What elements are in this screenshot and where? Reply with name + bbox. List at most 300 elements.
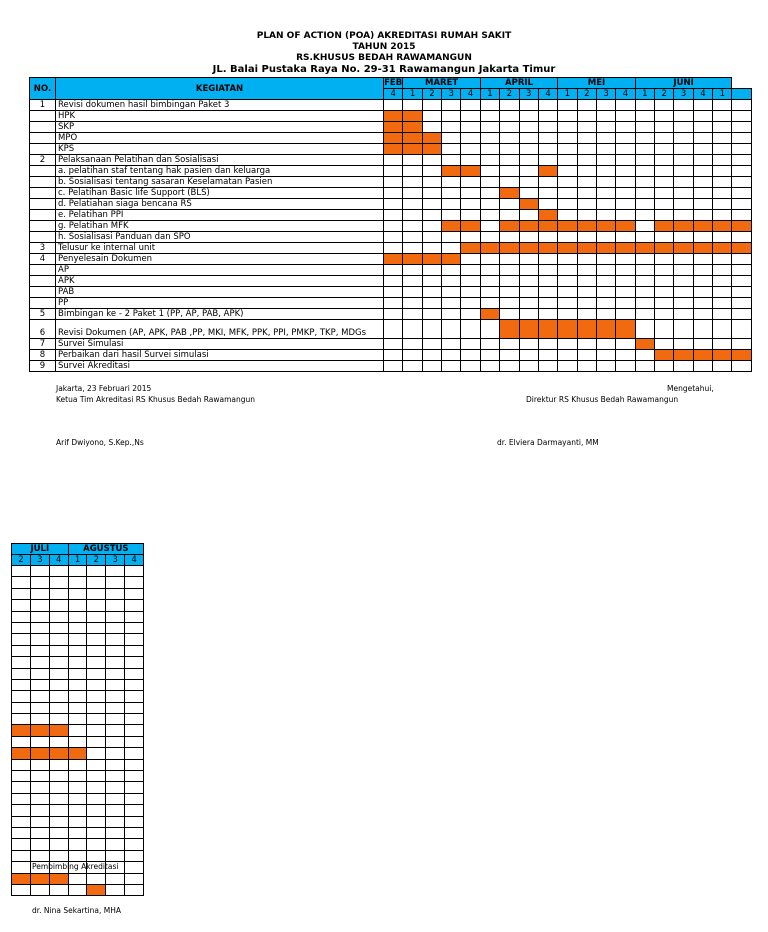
gantt-cell [87,588,106,599]
table-row [30,309,752,320]
gantt-cell [538,361,557,372]
gantt-cell [49,645,68,656]
gantt-cell [577,339,596,350]
gantt-cell [125,850,144,861]
table-row [30,199,752,210]
gantt-cell [461,188,480,199]
gantt-cell [106,622,125,633]
gantt-cell [12,850,31,861]
gantt-cell [12,771,31,782]
gantt-cell [674,265,693,276]
gantt-cell [87,827,106,838]
gantt-cell [422,320,441,339]
gantt-cell [596,339,615,350]
gantt-cell [500,177,519,188]
gantt-cell [461,287,480,298]
gantt-cell [125,566,144,577]
gantt-cell [422,177,441,188]
table-row [12,782,144,793]
gantt-cell [49,657,68,668]
gantt-cell [125,679,144,690]
gantt-cell [616,144,635,155]
gantt-cell [693,276,712,287]
gantt-cell [713,254,732,265]
gantt-cell [655,287,674,298]
gantt-bar-cell [403,254,422,265]
gantt-bar-cell [384,133,403,144]
gantt-cell [384,287,403,298]
gantt-cell [500,298,519,309]
gantt-cell [12,816,31,827]
week-header: 2 [12,555,31,566]
gantt-cell [125,622,144,633]
gantt-cell [500,166,519,177]
gantt-cell [125,884,144,895]
gantt-cell [538,339,557,350]
row-activity: Telusur ke internal unit [56,243,384,254]
gantt-cell [403,166,422,177]
gantt-cell [12,759,31,770]
gantt-cell [713,309,732,320]
row-activity: Revisi Dokumen (AP, APK, PAB ,PP, MKI, MFK, PPK, PPI, PMKP, TKP, MDGs [56,320,384,339]
gantt-cell [732,232,751,243]
gantt-cell [596,287,615,298]
gantt-cell [403,309,422,320]
gantt-cell [442,188,461,199]
gantt-cell [87,668,106,679]
gantt-cell [422,298,441,309]
week-header: 4 [693,89,712,100]
table-row [30,339,752,350]
gantt-cell [125,759,144,770]
gantt-cell [87,873,106,884]
gantt-cell [87,793,106,804]
gantt-cell [49,805,68,816]
table-row [12,577,144,588]
gantt-cell [616,177,635,188]
gantt-cell [422,199,441,210]
gantt-cell [674,177,693,188]
col-no-header: NO. [30,78,56,100]
gantt-cell [30,771,49,782]
gantt-cell [422,232,441,243]
gantt-cell [106,691,125,702]
gantt-bar-cell [422,133,441,144]
gantt-cell [500,144,519,155]
gantt-bar-cell [519,243,538,254]
week-header: 4 [49,555,68,566]
gantt-cell [713,320,732,339]
table-row [30,122,752,133]
gantt-cell [30,645,49,656]
table-row [12,588,144,599]
gantt-cell [635,350,654,361]
table-row [12,839,144,850]
gantt-cell [442,361,461,372]
gantt-cell [674,144,693,155]
table-row [12,714,144,725]
gantt-cell [125,839,144,850]
gantt-cell [125,588,144,599]
gantt-cell [577,199,596,210]
gantt-cell [596,265,615,276]
gantt-bar-cell [500,243,519,254]
gantt-cell [442,133,461,144]
row-activity: SKP [56,122,384,133]
gantt-cell [635,298,654,309]
gantt-bar-cell [693,243,712,254]
gantt-cell [558,350,577,361]
gantt-cell [519,265,538,276]
gantt-cell [68,702,87,713]
gantt-cell [422,155,441,166]
gantt-cell [480,166,499,177]
gantt-cell [384,265,403,276]
row-activity: Pelaksanaan Pelatihan dan Sosialisasi [56,155,384,166]
row-number [30,177,56,188]
gantt-bar-cell [538,243,557,254]
gantt-cell [125,600,144,611]
gantt-cell [713,287,732,298]
gantt-cell [125,748,144,759]
gantt-cell [732,199,751,210]
gantt-cell [461,276,480,287]
gantt-cell [461,111,480,122]
gantt-cell [519,111,538,122]
gantt-cell [693,155,712,166]
gantt-cell [30,622,49,633]
gantt-cell [480,144,499,155]
gantt-cell [125,816,144,827]
gantt-cell [635,254,654,265]
table-row [30,177,752,188]
gantt-cell [577,276,596,287]
gantt-cell [403,221,422,232]
gantt-cell [616,155,635,166]
gantt-cell [616,361,635,372]
gantt-cell [596,133,615,144]
gantt-cell [12,805,31,816]
table-row [12,645,144,656]
gantt-cell [125,702,144,713]
gantt-cell [49,668,68,679]
gantt-cell [713,133,732,144]
gantt-cell [442,350,461,361]
table-row [30,243,752,254]
gantt-cell [30,566,49,577]
row-activity: d. Pelatiahan siaga bencana RS [56,199,384,210]
gantt-cell [500,265,519,276]
gantt-cell [442,232,461,243]
gantt-cell [577,350,596,361]
gantt-bar-cell [442,166,461,177]
week-header: 4 [616,89,635,100]
gantt-cell [732,287,751,298]
gantt-bar-cell [87,884,106,895]
gantt-bar-cell [616,243,635,254]
gantt-cell [655,166,674,177]
gantt-bar-cell [596,243,615,254]
gantt-cell [422,210,441,221]
gantt-cell [49,816,68,827]
gantt-cell [30,657,49,668]
gantt-cell [577,100,596,111]
table-row [12,634,144,645]
gantt-cell [655,188,674,199]
hospital-name: RS.KHUSUS BEDAH RAWAMANGUN [296,53,472,63]
gantt-cell [519,361,538,372]
gantt-cell [500,100,519,111]
table-row [12,748,144,759]
gantt-cell [558,155,577,166]
gantt-cell [68,805,87,816]
gantt-bar-cell [655,243,674,254]
gantt-cell [403,243,422,254]
gantt-cell [125,645,144,656]
gantt-bar-cell [558,243,577,254]
gantt-cell [442,309,461,320]
gantt-cell [713,276,732,287]
gantt-cell [461,100,480,111]
gantt-cell [596,155,615,166]
row-number: 1 [30,100,56,111]
gantt-cell [12,714,31,725]
gantt-cell [732,144,751,155]
row-number: 6 [30,320,56,339]
gantt-bar-cell [519,221,538,232]
gantt-cell [616,166,635,177]
gantt-bar-cell [384,254,403,265]
gantt-cell [87,714,106,725]
gantt-cell [732,361,751,372]
gantt-bar-cell [713,350,732,361]
gantt-cell [68,850,87,861]
week-header: 2 [87,555,106,566]
gantt-cell [713,188,732,199]
gantt-cell [422,287,441,298]
gantt-cell [68,657,87,668]
gantt-cell [693,309,712,320]
gantt-cell [635,166,654,177]
right-signatory-name: dr. Elviera Darmayanti, MM [497,438,599,447]
gantt-cell [655,144,674,155]
gantt-cell [30,759,49,770]
gantt-cell [12,668,31,679]
gantt-cell [693,287,712,298]
gantt-cell [713,166,732,177]
gantt-cell [480,298,499,309]
gantt-cell [693,265,712,276]
week-header: 3 [106,555,125,566]
gantt-cell [558,361,577,372]
gantt-cell [384,199,403,210]
month-header: APRIL [480,78,557,89]
table-row [12,611,144,622]
gantt-cell [577,361,596,372]
gantt-cell [558,133,577,144]
gantt-cell [442,210,461,221]
gantt-cell [87,759,106,770]
gantt-cell [49,850,68,861]
gantt-cell [68,611,87,622]
gantt-cell [674,287,693,298]
gantt-cell [596,276,615,287]
gantt-cell [30,634,49,645]
gantt-cell [422,100,441,111]
gantt-bar-cell [519,320,538,339]
row-activity: PP [56,298,384,309]
row-activity: a. pelatihan staf tentang hak pasien dan keluarga [56,166,384,177]
gantt-cell [30,691,49,702]
gantt-cell [68,793,87,804]
week-header: 2 [577,89,596,100]
gantt-cell [635,155,654,166]
gantt-cell [655,232,674,243]
gantt-cell [577,210,596,221]
gantt-cell [442,243,461,254]
week-header: 3 [30,555,49,566]
gantt-cell [674,361,693,372]
gantt-bar-cell [30,725,49,736]
gantt-cell [519,298,538,309]
gantt-cell [635,144,654,155]
gantt-cell [422,221,441,232]
gantt-cell [732,320,751,339]
gantt-cell [480,265,499,276]
gantt-cell [577,287,596,298]
gantt-cell [500,361,519,372]
gantt-cell [106,645,125,656]
gantt-cell [106,611,125,622]
gantt-cell [68,577,87,588]
table-row [30,287,752,298]
gantt-cell [68,691,87,702]
gantt-cell [596,210,615,221]
gantt-cell [558,254,577,265]
month-header: FEB [384,78,403,88]
gantt-cell [500,133,519,144]
gantt-bar-cell [635,243,654,254]
gantt-cell [87,679,106,690]
table-row [30,221,752,232]
gantt-cell [558,265,577,276]
gantt-cell [596,298,615,309]
gantt-cell [87,771,106,782]
gantt-cell [461,144,480,155]
gantt-cell [713,177,732,188]
gantt-cell [68,600,87,611]
gantt-bar-cell [616,221,635,232]
gantt-cell [500,210,519,221]
gantt-bar-cell [480,309,499,320]
gantt-bar-cell [403,144,422,155]
gantt-cell [461,199,480,210]
gantt-cell [693,298,712,309]
gantt-bar-cell [500,221,519,232]
gantt-bar-cell [442,254,461,265]
gantt-bar-cell [635,339,654,350]
gantt-cell [519,287,538,298]
gantt-cell [403,232,422,243]
gantt-cell [30,805,49,816]
gantt-cell [12,862,31,873]
gantt-cell [655,265,674,276]
gantt-cell [384,243,403,254]
gantt-cell [674,122,693,133]
gantt-cell [68,588,87,599]
gantt-cell [519,232,538,243]
gantt-cell [655,309,674,320]
gantt-cell [68,668,87,679]
gantt-cell [616,254,635,265]
gantt-bar-cell [596,320,615,339]
gantt-cell [577,166,596,177]
gantt-cell [616,188,635,199]
gantt-cell [12,736,31,747]
gantt-cell [693,320,712,339]
gantt-bar-cell [12,873,31,884]
gantt-cell [12,622,31,633]
gantt-cell [538,199,557,210]
row-number [30,133,56,144]
gantt-cell [461,177,480,188]
gantt-cell [538,287,557,298]
gantt-cell [480,100,499,111]
gantt-cell [655,361,674,372]
gantt-cell [384,100,403,111]
gantt-cell [635,361,654,372]
gantt-cell [732,309,751,320]
row-number [30,298,56,309]
table-row [12,827,144,838]
gantt-cell [461,350,480,361]
gantt-cell [384,210,403,221]
row-number [30,210,56,221]
row-number [30,199,56,210]
gantt-cell [12,600,31,611]
week-header: 4 [538,89,557,100]
table-row [30,276,752,287]
gantt-cell [713,155,732,166]
gantt-cell [87,839,106,850]
gantt-cell [577,232,596,243]
gantt-cell [480,232,499,243]
gantt-cell [87,622,106,633]
gantt-cell [558,232,577,243]
gantt-cell [596,177,615,188]
gantt-cell [87,634,106,645]
gantt-cell [68,839,87,850]
gantt-cell [480,122,499,133]
gantt-cell [106,748,125,759]
gantt-cell [30,577,49,588]
gantt-cell [403,265,422,276]
gantt-cell [461,361,480,372]
table-row [30,133,752,144]
month-header: JUNI [635,78,732,89]
gantt-cell [422,265,441,276]
gantt-cell [558,339,577,350]
gantt-cell [713,111,732,122]
table-row [30,320,752,339]
table-row [12,702,144,713]
gantt-cell [538,144,557,155]
gantt-cell [655,339,674,350]
gantt-cell [384,298,403,309]
gantt-cell [655,133,674,144]
gantt-cell [49,600,68,611]
gantt-cell [125,611,144,622]
